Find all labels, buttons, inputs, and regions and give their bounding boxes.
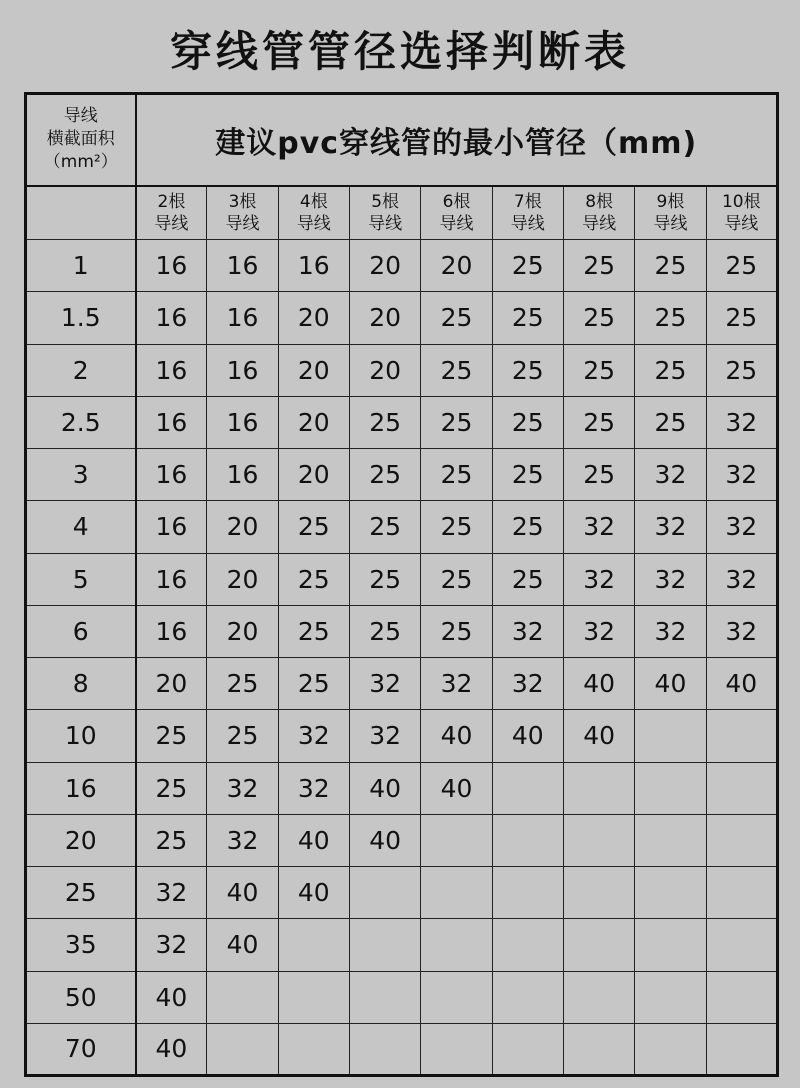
page-title: 穿线管管径选择判断表: [169, 27, 630, 76]
conduit-size-table: [24, 92, 779, 1077]
diameter-cell: 16: [136, 449, 207, 501]
wire-unit-label: 导线: [225, 213, 260, 234]
diameter-cell: [706, 762, 777, 814]
diameter-cell: [635, 762, 706, 814]
table-row: [26, 867, 778, 919]
wire-count-header: [563, 186, 634, 240]
wire-count-header: [706, 186, 777, 240]
diameter-cell: 20: [278, 292, 349, 344]
diameter-cell: [492, 971, 563, 1023]
diameter-cell: 20: [278, 344, 349, 396]
diameter-cell: 16: [136, 553, 207, 605]
diameter-cell: 40: [421, 762, 492, 814]
wire-count-label: 4根: [299, 191, 328, 212]
diameter-cell: [421, 814, 492, 866]
wire-count-label: 7根: [513, 191, 542, 212]
diameter-cell: [563, 867, 634, 919]
diameter-cell: 32: [492, 658, 563, 710]
diameter-cell: 16: [207, 240, 278, 292]
wire-count-header: [349, 186, 420, 240]
diameter-cell: [706, 919, 777, 971]
wire-count-row: [26, 186, 778, 240]
diameter-cell: 25: [421, 292, 492, 344]
diameter-cell: [421, 971, 492, 1023]
wire-count-label: 8根: [585, 191, 614, 212]
diameter-cell: [207, 971, 278, 1023]
area-header-line1: 导线: [63, 106, 98, 127]
diameter-cell: [635, 867, 706, 919]
diameter-cell: 40: [278, 814, 349, 866]
diameter-cell: [635, 710, 706, 762]
diameter-cell: 40: [492, 710, 563, 762]
wire-unit-label: 导线: [724, 213, 759, 234]
diameter-cell: 16: [207, 396, 278, 448]
diameter-cell: 16: [207, 344, 278, 396]
wire-unit-label: 导线: [154, 213, 189, 234]
diameter-cell: 25: [421, 344, 492, 396]
diameter-cell: 25: [349, 553, 420, 605]
diameter-cell: 25: [492, 292, 563, 344]
diameter-cell: 25: [635, 344, 706, 396]
diameter-cell: 25: [349, 605, 420, 657]
diameter-cell: 16: [136, 292, 207, 344]
diameter-cell: 25: [278, 658, 349, 710]
diameter-cell: [706, 710, 777, 762]
diameter-cell: [278, 971, 349, 1023]
table-row: [26, 658, 778, 710]
table-row: [26, 292, 778, 344]
table-row: [26, 501, 778, 553]
diameter-cell: 16: [136, 605, 207, 657]
table-row: [26, 240, 778, 292]
diameter-cell: 32: [635, 553, 706, 605]
diameter-cell: 16: [136, 344, 207, 396]
diameter-cell: 25: [421, 501, 492, 553]
table-row: [26, 814, 778, 866]
diameter-cell: 20: [349, 240, 420, 292]
diameter-cell: 40: [278, 867, 349, 919]
diameter-cell: [278, 919, 349, 971]
diameter-cell: 25: [421, 605, 492, 657]
wire-unit-label: 导线: [653, 213, 688, 234]
diameter-cell: [421, 919, 492, 971]
diameter-cell: 32: [706, 501, 777, 553]
diameter-cell: 32: [706, 449, 777, 501]
area-cell: 2: [26, 344, 136, 396]
wire-unit-label: 导线: [368, 213, 403, 234]
area-cell: 10: [26, 710, 136, 762]
diameter-cell: 40: [706, 658, 777, 710]
diameter-cell: [563, 814, 634, 866]
wire-count-header: [136, 186, 207, 240]
diameter-cell: [706, 1023, 777, 1075]
diameter-cell: 25: [421, 553, 492, 605]
diameter-cell: [278, 1023, 349, 1075]
diameter-cell: 32: [563, 553, 634, 605]
diameter-cell: 25: [278, 501, 349, 553]
diameter-cell: 20: [349, 344, 420, 396]
diameter-cell: 25: [492, 344, 563, 396]
diameter-cell: 25: [421, 396, 492, 448]
diameter-cell: 25: [136, 710, 207, 762]
diameter-cell: 32: [207, 762, 278, 814]
diameter-group-header: 建议pvc穿线管的最小管径（mm): [136, 94, 778, 186]
diameter-cell: [635, 919, 706, 971]
table-row: [26, 710, 778, 762]
diameter-cell: 25: [563, 449, 634, 501]
wire-unit-label: 导线: [439, 213, 474, 234]
diameter-cell: [492, 1023, 563, 1075]
diameter-cell: 32: [207, 814, 278, 866]
table-row: [26, 762, 778, 814]
diameter-cell: 20: [278, 449, 349, 501]
diameter-cell: [349, 971, 420, 1023]
wire-count-label: 3根: [228, 191, 257, 212]
diameter-cell: 25: [706, 240, 777, 292]
diameter-cell: 25: [349, 449, 420, 501]
diameter-cell: 20: [421, 240, 492, 292]
wire-count-label: 10根: [721, 191, 761, 212]
diameter-cell: 20: [278, 396, 349, 448]
wire-count-header: [278, 186, 349, 240]
diameter-cell: 40: [421, 710, 492, 762]
area-header-line2: 横截面积: [46, 129, 115, 150]
diameter-cell: [492, 919, 563, 971]
diameter-cell: 40: [635, 658, 706, 710]
diameter-cell: 25: [563, 396, 634, 448]
diameter-cell: 25: [706, 344, 777, 396]
diameter-cell: 40: [349, 814, 420, 866]
table-row: [26, 396, 778, 448]
area-cell: 1: [26, 240, 136, 292]
diameter-cell: 32: [635, 501, 706, 553]
area-cell: 16: [26, 762, 136, 814]
diameter-cell: 40: [136, 971, 207, 1023]
diameter-cell: 20: [207, 553, 278, 605]
diameter-cell: 25: [278, 553, 349, 605]
diameter-cell: 25: [492, 449, 563, 501]
diameter-cell: [349, 919, 420, 971]
diameter-cell: [635, 814, 706, 866]
diameter-cell: 16: [136, 501, 207, 553]
diameter-cell: 25: [207, 710, 278, 762]
diameter-cell: 16: [136, 240, 207, 292]
diameter-cell: [563, 971, 634, 1023]
diameter-cell: 16: [136, 396, 207, 448]
diameter-cell: [706, 814, 777, 866]
diameter-cell: 25: [635, 240, 706, 292]
table-row: [26, 919, 778, 971]
diameter-cell: 40: [207, 919, 278, 971]
area-cell: 2.5: [26, 396, 136, 448]
diameter-cell: 40: [349, 762, 420, 814]
diameter-cell: 25: [421, 449, 492, 501]
diameter-cell: 32: [492, 605, 563, 657]
diameter-cell: [706, 867, 777, 919]
wire-count-header: [421, 186, 492, 240]
diameter-cell: 32: [136, 867, 207, 919]
wire-unit-label: 导线: [510, 213, 545, 234]
diameter-cell: 40: [136, 1023, 207, 1075]
table-row: [26, 605, 778, 657]
diameter-cell: [349, 1023, 420, 1075]
diameter-cell: [349, 867, 420, 919]
wire-count-header: [635, 186, 706, 240]
area-cell: 20: [26, 814, 136, 866]
diameter-cell: 32: [421, 658, 492, 710]
diameter-cell: 25: [492, 553, 563, 605]
area-cell: 1.5: [26, 292, 136, 344]
area-header-line3: （mm²）: [43, 152, 118, 173]
diameter-cell: [563, 919, 634, 971]
area-cell: 70: [26, 1023, 136, 1075]
diameter-cell: [207, 1023, 278, 1075]
diameter-cell: 16: [278, 240, 349, 292]
area-cell: 4: [26, 501, 136, 553]
diameter-cell: 25: [278, 605, 349, 657]
diameter-cell: 32: [563, 501, 634, 553]
diameter-cell: 32: [635, 605, 706, 657]
diameter-cell: 25: [136, 762, 207, 814]
diameter-cell: 25: [492, 501, 563, 553]
diameter-cell: [421, 1023, 492, 1075]
diameter-cell: 32: [706, 553, 777, 605]
table-row: [26, 449, 778, 501]
diameter-cell: 32: [278, 710, 349, 762]
diameter-cell: 32: [349, 658, 420, 710]
diameter-cell: 25: [635, 292, 706, 344]
diameter-cell: [635, 1023, 706, 1075]
area-cell: 5: [26, 553, 136, 605]
diameter-cell: 20: [136, 658, 207, 710]
diameter-cell: 32: [706, 605, 777, 657]
area-cell: 50: [26, 971, 136, 1023]
diameter-cell: 16: [207, 292, 278, 344]
diameter-cell: 32: [349, 710, 420, 762]
wire-unit-label: 导线: [582, 213, 617, 234]
diameter-cell: [635, 971, 706, 1023]
diameter-cell: 25: [563, 344, 634, 396]
area-cell: 3: [26, 449, 136, 501]
diameter-cell: 25: [207, 658, 278, 710]
diameter-cell: 32: [136, 919, 207, 971]
diameter-cell: 25: [563, 240, 634, 292]
area-cell: 6: [26, 605, 136, 657]
diameter-cell: 25: [136, 814, 207, 866]
diameter-cell: 20: [207, 605, 278, 657]
diameter-cell: [492, 762, 563, 814]
diameter-cell: 40: [563, 658, 634, 710]
diameter-cell: 20: [207, 501, 278, 553]
diameter-cell: 32: [635, 449, 706, 501]
diameter-cell: 25: [349, 501, 420, 553]
wire-unit-label: 导线: [296, 213, 331, 234]
diameter-cell: [563, 1023, 634, 1075]
header-row: [26, 94, 778, 186]
diameter-cell: [706, 971, 777, 1023]
diameter-cell: 32: [706, 396, 777, 448]
diameter-cell: 25: [349, 396, 420, 448]
table-row: [26, 1023, 778, 1075]
diameter-cell: [563, 762, 634, 814]
diameter-cell: [492, 867, 563, 919]
diameter-cell: 25: [492, 240, 563, 292]
table-row: [26, 553, 778, 605]
area-cell: 25: [26, 867, 136, 919]
wire-count-label: 9根: [656, 191, 685, 212]
area-column-header: [26, 94, 136, 186]
diameter-cell: 25: [706, 292, 777, 344]
diameter-cell: 25: [635, 396, 706, 448]
wire-count-label: 6根: [442, 191, 471, 212]
diameter-cell: 20: [349, 292, 420, 344]
table-row: [26, 344, 778, 396]
wire-count-header: [492, 186, 563, 240]
wire-count-label: 5根: [371, 191, 400, 212]
diameter-cell: 40: [563, 710, 634, 762]
diameter-cell: 16: [207, 449, 278, 501]
table-body: [26, 94, 778, 1076]
diameter-cell: 25: [563, 292, 634, 344]
area-cell: 35: [26, 919, 136, 971]
corner-cell: [26, 186, 136, 240]
wire-count-label: 2根: [157, 191, 186, 212]
wire-count-header: [207, 186, 278, 240]
area-cell: 8: [26, 658, 136, 710]
diameter-cell: 32: [278, 762, 349, 814]
diameter-cell: 25: [492, 396, 563, 448]
diameter-cell: [421, 867, 492, 919]
diameter-cell: 32: [563, 605, 634, 657]
diameter-cell: [492, 814, 563, 866]
diameter-cell: 40: [207, 867, 278, 919]
table-row: [26, 971, 778, 1023]
